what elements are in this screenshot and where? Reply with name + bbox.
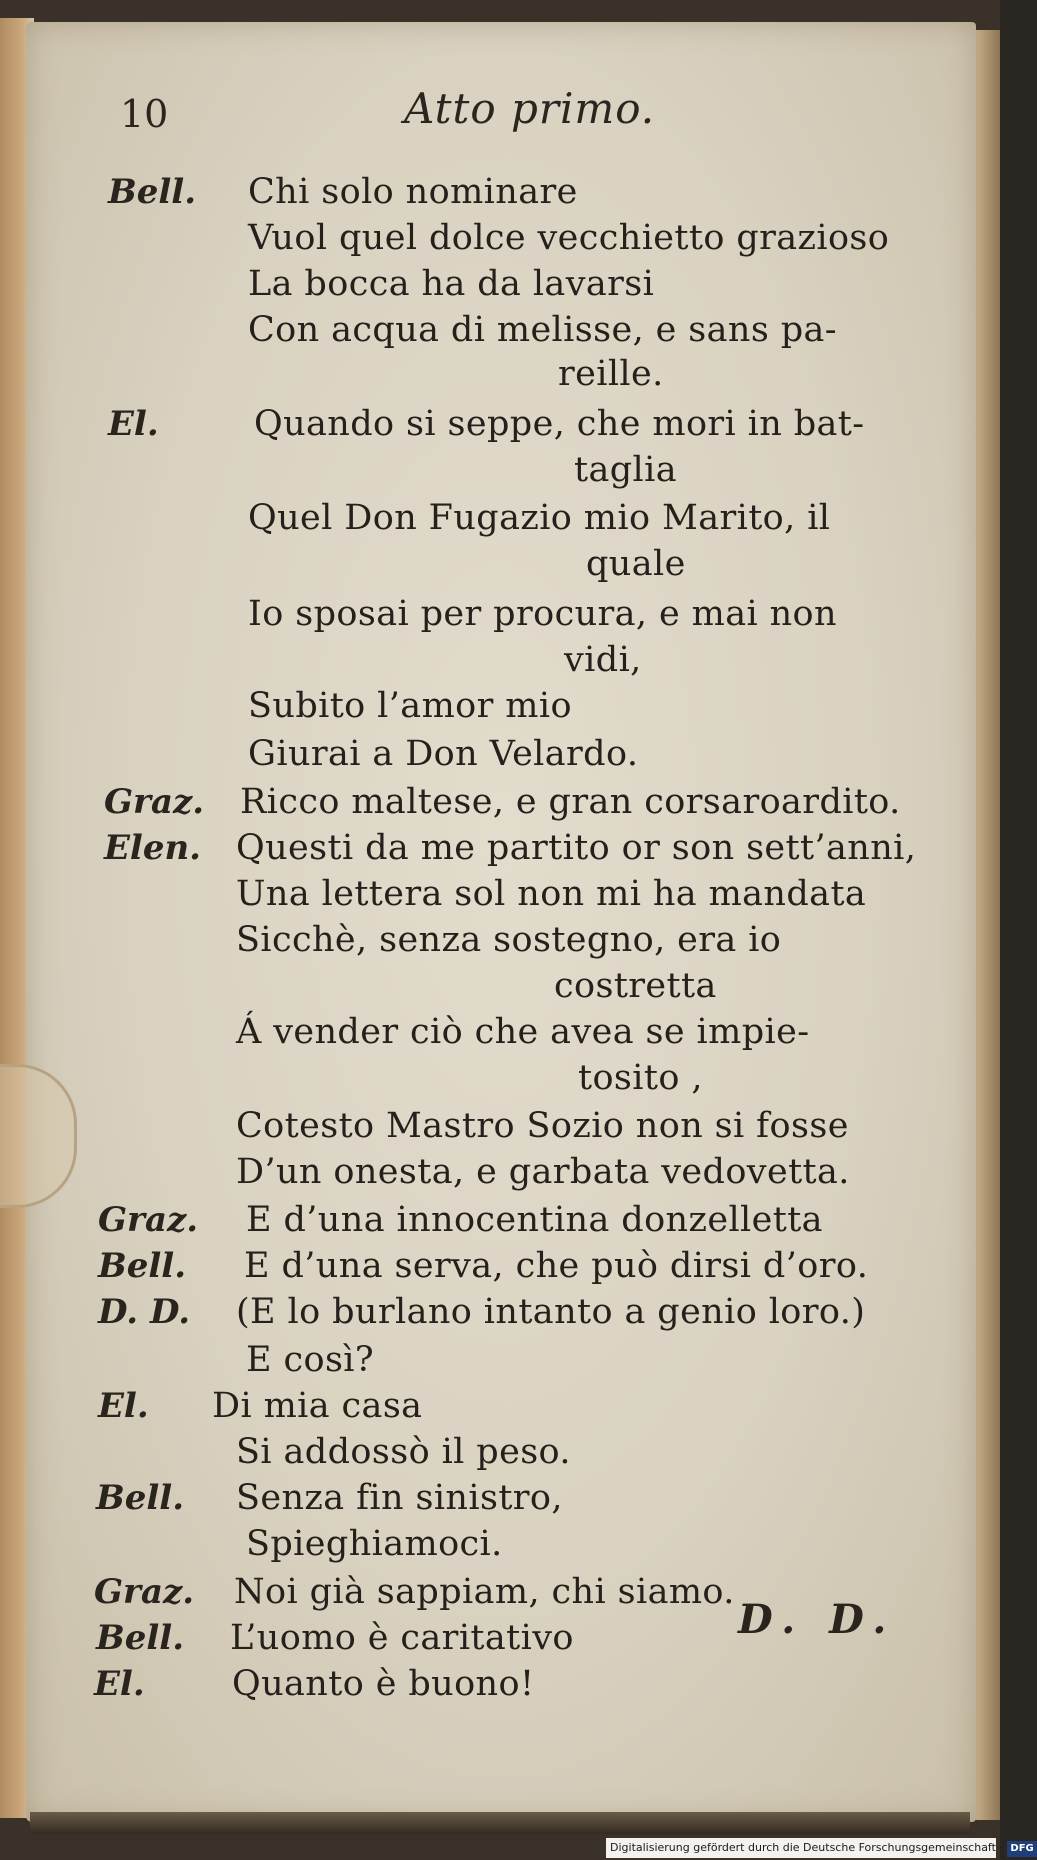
verse-line	[0, 1524, 1000, 1570]
verse-text: Senza fin sinistro,	[236, 1478, 563, 1518]
verse-line	[0, 920, 1000, 966]
speaker-name: El.	[108, 404, 159, 444]
speaker-name: D. D.	[98, 1292, 191, 1332]
verse-line	[0, 1478, 1000, 1524]
verse-line	[0, 1664, 1000, 1710]
verse-text: (E lo burlano intanto a genio loro.)	[236, 1292, 866, 1332]
verse-line	[0, 686, 1000, 732]
verse-text: Con acqua di melisse, e sans pa-	[248, 310, 838, 350]
verse-text: Noi già sappiam, chi siamo.	[234, 1572, 735, 1612]
verse-line	[0, 1340, 1000, 1386]
verse-text: taglia	[574, 450, 677, 490]
verse-text: Questi da me partito or son sett’anni,	[236, 828, 917, 868]
verse-text: vidi,	[564, 640, 642, 680]
speaker-name: Graz.	[104, 782, 205, 822]
verse-line	[0, 1012, 1000, 1058]
verse-line	[0, 828, 1000, 874]
verse-text: reille.	[558, 354, 664, 394]
verse-text: Quando si seppe, che mori in bat-	[254, 404, 865, 444]
speaker-name: Bell.	[108, 172, 197, 212]
speaker-name: El.	[94, 1664, 145, 1704]
catchword: D. D.	[738, 1596, 897, 1643]
speaker-name: Bell.	[96, 1618, 185, 1658]
speaker-name: Bell.	[98, 1246, 187, 1286]
verse-text: Cotesto Mastro Sozio non si fosse	[236, 1106, 849, 1146]
verse-text: La bocca ha da lavarsi	[248, 264, 655, 304]
verse-line	[0, 1106, 1000, 1152]
verse-line	[0, 966, 1000, 1012]
verse-line	[0, 544, 1000, 590]
verse-text: Spieghiamoci.	[246, 1524, 503, 1564]
verse-line	[0, 1152, 1000, 1198]
verse-text: Quanto è buono!	[232, 1664, 535, 1704]
verse-text: Ricco maltese, e gran corsaroardito.	[240, 782, 901, 822]
verse-text: Subito l’amor mio	[248, 686, 572, 726]
verse-line	[0, 640, 1000, 686]
verse-line	[0, 450, 1000, 496]
running-title: Atto primo.	[404, 84, 656, 133]
verse-text: Chi solo nominare	[248, 172, 578, 212]
verse-line	[0, 1200, 1000, 1246]
verse-line	[0, 172, 1000, 218]
verse-text: Giurai a Don Velardo.	[248, 734, 639, 774]
digitization-credit	[606, 1838, 1034, 1858]
verse-text: tosito ,	[578, 1058, 703, 1098]
speaker-name: Bell.	[96, 1478, 185, 1518]
verse-text: E d’una innocentina donzelletta	[246, 1200, 823, 1240]
verse-line	[0, 1386, 1000, 1432]
verse-line	[0, 264, 1000, 310]
verse-line	[0, 1246, 1000, 1292]
verse-text: D’un onesta, e garbata vedovetta.	[236, 1152, 850, 1192]
verse-text: Vuol quel dolce vecchietto grazioso	[248, 218, 890, 258]
page-number: 10	[120, 92, 169, 136]
speaker-name: Elen.	[104, 828, 202, 868]
speaker-name: Graz.	[94, 1572, 195, 1612]
credit-text: Digitalisierung gefördert durch die Deutsche Forschungsgemeinschaft -	[610, 1841, 1004, 1854]
verse-text: Di mia casa	[212, 1386, 423, 1426]
verse-text: L’uomo è caritativo	[230, 1618, 574, 1658]
verse-line	[0, 498, 1000, 544]
verse-line	[0, 218, 1000, 264]
verse-text: Io sposai per procura, e mai non	[248, 594, 837, 634]
verse-text: quale	[586, 544, 686, 584]
verse-line	[0, 404, 1000, 450]
verse-text: E d’una serva, che può dirsi d’oro.	[244, 1246, 869, 1286]
verse-text: Sicchè, senza sostegno, era io	[236, 920, 782, 960]
verse-line	[0, 594, 1000, 640]
dfg-logo: DFG	[1007, 1841, 1036, 1857]
verse-line	[0, 874, 1000, 920]
verse-line	[0, 310, 1000, 356]
verse-text: Á vender ciò che avea se impie-	[236, 1012, 810, 1052]
verse-text: Si addossò il peso.	[236, 1432, 571, 1472]
verse-text: E così?	[246, 1340, 375, 1380]
verse-line	[0, 1058, 1000, 1104]
verse-text: costretta	[554, 966, 717, 1006]
verse-line	[0, 734, 1000, 780]
verse-line	[0, 1432, 1000, 1478]
verse-line	[0, 354, 1000, 400]
verse-text: Una lettera sol non mi ha mandata	[236, 874, 867, 914]
verse-line	[0, 1292, 1000, 1338]
speaker-name: El.	[98, 1386, 149, 1426]
speaker-name: Graz.	[98, 1200, 199, 1240]
verse-line	[0, 782, 1000, 828]
verse-text: Quel Don Fugazio mio Marito, il	[248, 498, 831, 538]
